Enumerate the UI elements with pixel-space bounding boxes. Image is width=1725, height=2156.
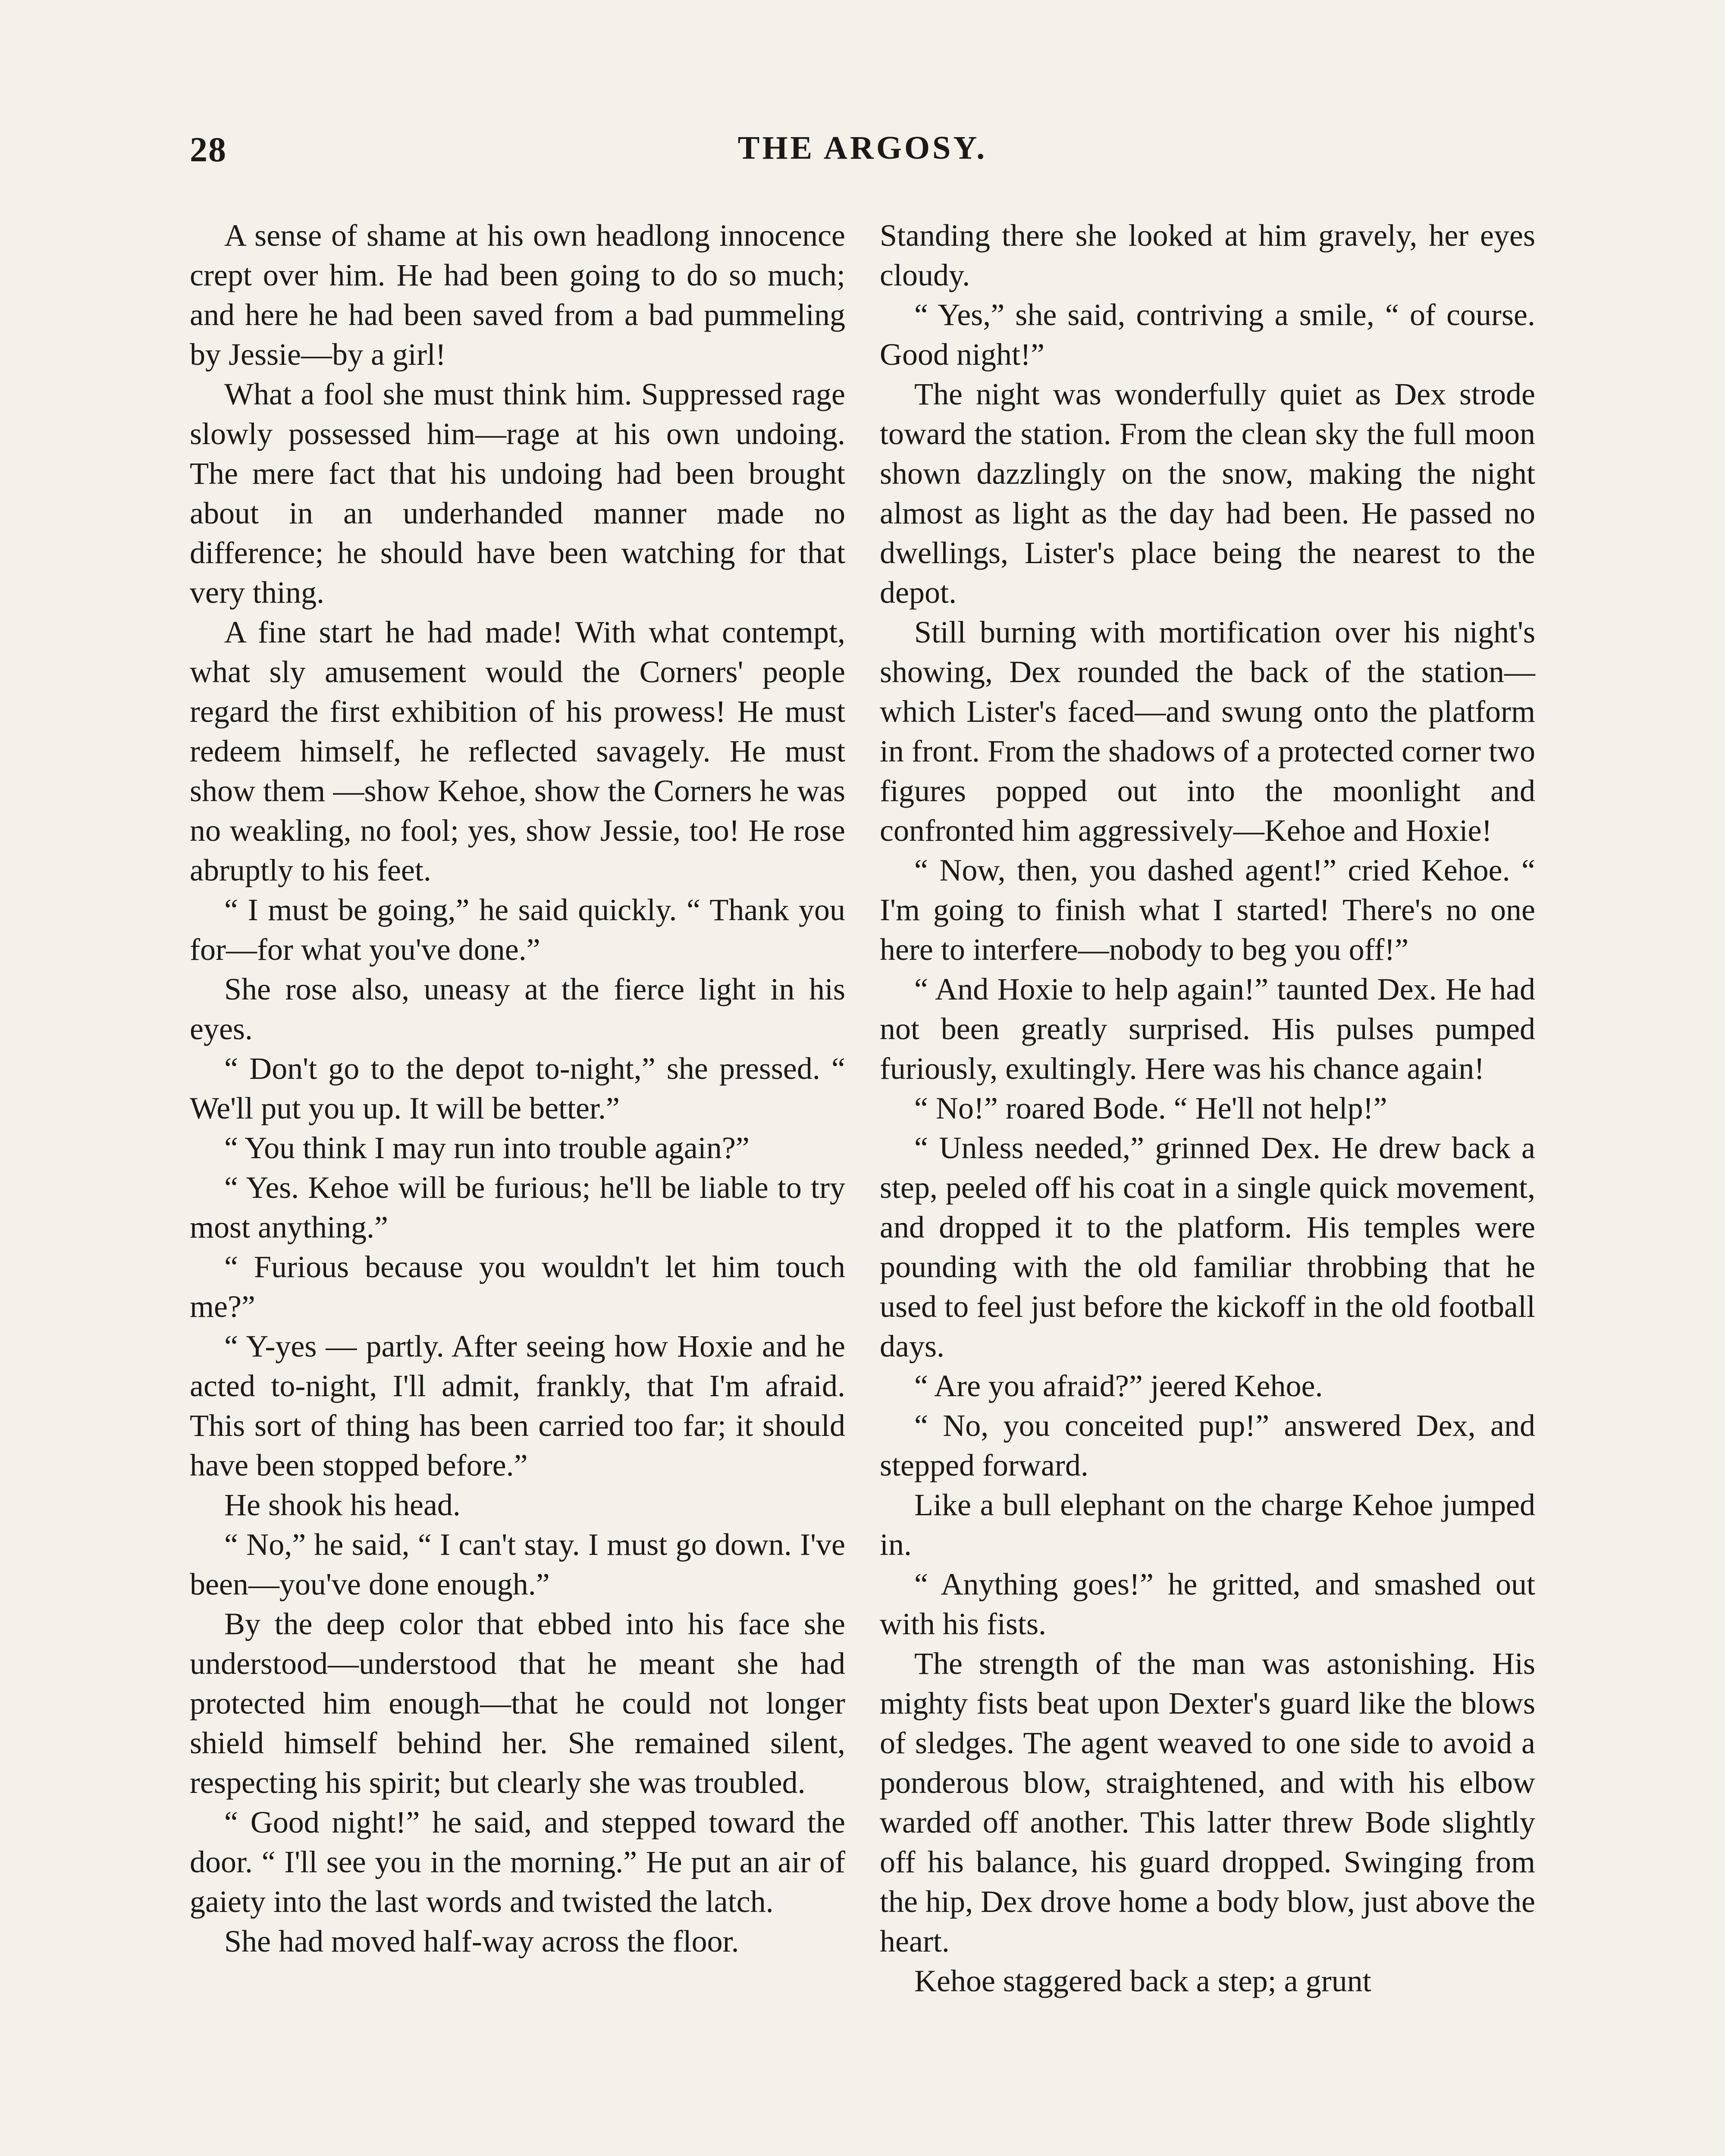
paragraph: Still burning with mortification over his night's showing, Dex rounded the back of the station—which Lister's faced—and swung onto the platform in front. From the shadows of a protected corner two figures popped out into the moonlight and confronted him aggressively—Kehoe and Hoxie!	[880, 615, 1535, 848]
paragraph: “ No,” he said, “ I can't stay. I must go down. I've been—you've done enough.”	[190, 1527, 845, 1601]
paragraph: “ Yes,” she said, contriving a smile, “ of course. Good night!”	[880, 298, 1535, 372]
paragraph: The strength of the man was astonishing. His mighty fists beat upon Dexter's guard like the blows of sledges. The agent weaved to one side to avoid a ponderous blow, straightened, and with his elbow warded off another. This latter threw Bode slightly off his balance, his guard dropped. Swinging from the hip, Dex drove home a body blow, just above the heart.	[880, 1646, 1535, 1959]
continued-paragraph: Standing there she looked at him gravely, her eyes cloudy.	[880, 218, 1535, 292]
paragraph: “ Good night!” he said, and stepped toward the door. “ I'll see you in the morning.” He put an air of gaiety into the last words and twisted the latch.	[190, 1805, 845, 1919]
paragraph: “ Furious because you wouldn't let him touch me?”	[190, 1250, 845, 1324]
running-title: THE ARGOSY.	[737, 130, 988, 166]
paragraph: “ Don't go to the depot to-night,” she pressed. “ We'll put you up. It will be better.”	[190, 1051, 845, 1125]
paragraph: A fine start he had made! With what contempt, what sly amusement would the Corners' people regard the first exhibition of his prowess! He must redeem himself, he reflected savagely. He must show them —show Kehoe, show the Corners he was no weakling, no fool; yes, show Jessie, too! He rose abruptly to his feet.	[190, 615, 845, 887]
paragraph: By the deep color that ebbed into his face she understood—understood that he meant she had protected him enough—that he could not longer shield himself behind her. She remained silent, respecting his spirit; but clearly she was troubled.	[190, 1607, 845, 1800]
paragraph: “ And Hoxie to help again!” taunted Dex. He had not been greatly surprised. His pulses pumped furiously, exultingly. Here was his chance again!	[880, 972, 1535, 1086]
paragraph: She had moved half-way across the floor.	[224, 1924, 739, 1959]
paragraph: “ Unless needed,” grinned Dex. He drew back a step, peeled off his coat in a single quick movement, and dropped it to the platform. His temples were pounding with the old familiar throbbing that he used to feel just before the kickoff in the old football days.	[880, 1131, 1535, 1363]
left-column	[190, 216, 845, 1961]
paragraph: Kehoe staggered back a step; a grunt	[914, 1964, 1371, 1998]
paragraph: What a fool she must think him. Suppressed rage slowly possessed him—rage at his own undoing. The mere fact that his undoing had been brought about in an underhanded manner made no difference; he should have been watching for that very thing.	[190, 377, 845, 610]
paragraph: She rose also, uneasy at the fierce light in his eyes.	[190, 972, 845, 1046]
paragraph: Like a bull elephant on the charge Kehoe jumped in.	[880, 1488, 1535, 1562]
paragraph: “ You think I may run into trouble again?”	[224, 1131, 750, 1165]
paragraph: A sense of shame at his own headlong innocence crept over him. He had been going to do so much; and here he had been saved from a bad pummeling by Jessie—by a girl!	[190, 218, 845, 372]
page-header	[190, 129, 1535, 177]
paragraph: “ Yes. Kehoe will be furious; he'll be liable to try most anything.”	[190, 1170, 845, 1244]
paragraph: “ Are you afraid?” jeered Kehoe.	[914, 1369, 1323, 1403]
page-number: 28	[190, 130, 227, 169]
paragraph: “ No!” roared Bode. “ He'll not help!”	[914, 1091, 1387, 1125]
paragraph: “ I must be going,” he said quickly. “ Thank you for—for what you've done.”	[190, 893, 845, 967]
paragraph: “ Now, then, you dashed agent!” cried Kehoe. “ I'm going to finish what I started! There's no one here to interfere—nobody to beg you off!”	[880, 853, 1535, 967]
paragraph: “ No, you conceited pup!” answered Dex, and stepped forward.	[880, 1408, 1535, 1482]
paragraph: “ Y-yes — partly. After seeing how Hoxie and he acted to-night, I'll admit, frankly, that I'm afraid. This sort of thing has been carried too far; it should have been stopped before.”	[190, 1329, 845, 1482]
paragraph: The night was wonderfully quiet as Dex strode toward the station. From the clean sky the full moon shown dazzlingly on the snow, making the night almost as light as the day had been. He passed no dwellings, Lister's place being the nearest to the depot.	[880, 377, 1535, 610]
right-column	[880, 216, 1535, 2001]
paragraph: He shook his head.	[224, 1488, 461, 1522]
paragraph: “ Anything goes!” he gritted, and smashed out with his fists.	[880, 1567, 1535, 1641]
